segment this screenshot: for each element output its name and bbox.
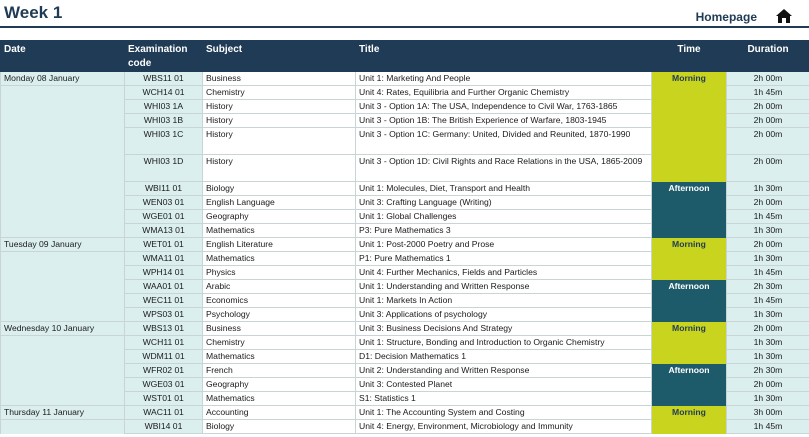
- table-row: [1, 280, 809, 294]
- table-row: [1, 364, 809, 378]
- exam-code-cell: WBS11 01: [125, 72, 203, 86]
- duration-cell: 3h 00m: [727, 406, 809, 420]
- table-row: [1, 336, 809, 350]
- session-cell: [652, 100, 727, 114]
- date-cell: [1, 280, 125, 294]
- column-header-duration: Duration: [727, 41, 809, 72]
- exam-code-cell: WBI14 01: [125, 420, 203, 434]
- exam-code-cell: WET01 01: [125, 238, 203, 252]
- session-cell: [652, 378, 727, 392]
- subject-cell: Geography: [203, 378, 356, 392]
- title-cell: S1: Statistics 1: [356, 392, 652, 406]
- duration-cell: 2h 00m: [727, 155, 809, 182]
- title-cell: Unit 1: Marketing And People: [356, 72, 652, 86]
- subject-cell: Economics: [203, 294, 356, 308]
- date-cell: [1, 266, 125, 280]
- title-cell: Unit 1: Global Challenges: [356, 210, 652, 224]
- exam-code-cell: WPH14 01: [125, 266, 203, 280]
- date-cell: [1, 100, 125, 114]
- duration-cell: 2h 00m: [727, 72, 809, 86]
- table-row: [1, 406, 809, 420]
- duration-cell: 1h 45m: [727, 294, 809, 308]
- date-cell: Thursday 11 January: [1, 406, 125, 420]
- session-cell: Afternoon: [652, 364, 727, 378]
- duration-cell: 1h 45m: [727, 266, 809, 280]
- table-row: [1, 252, 809, 266]
- title-cell: Unit 3 - Option 1A: The USA, Independence to Civil War, 1763-1865: [356, 100, 652, 114]
- date-cell: [1, 224, 125, 238]
- exam-code-cell: WAC11 01: [125, 406, 203, 420]
- exam-code-cell: WEN03 01: [125, 196, 203, 210]
- session-cell: [652, 224, 727, 238]
- session-cell: [652, 196, 727, 210]
- subject-cell: Biology: [203, 420, 356, 434]
- table-row: [1, 182, 809, 196]
- exam-code-cell: WBS13 01: [125, 322, 203, 336]
- table-row: [1, 224, 809, 238]
- session-cell: Afternoon: [652, 182, 727, 196]
- table-row: [1, 114, 809, 128]
- subject-cell: Mathematics: [203, 252, 356, 266]
- title-cell: Unit 3 - Option 1B: The British Experience of Warfare, 1803-1945: [356, 114, 652, 128]
- subject-cell: French: [203, 364, 356, 378]
- title-cell: Unit 1: Post-2000 Poetry and Prose: [356, 238, 652, 252]
- duration-cell: 1h 30m: [727, 252, 809, 266]
- duration-cell: 2h 00m: [727, 322, 809, 336]
- column-header-title: Title: [356, 41, 652, 72]
- subject-cell: Chemistry: [203, 86, 356, 100]
- duration-cell: 2h 00m: [727, 238, 809, 252]
- title-cell: D1: Decision Mathematics 1: [356, 350, 652, 364]
- table-row: [1, 210, 809, 224]
- title-cell: Unit 1: Understanding and Written Response: [356, 280, 652, 294]
- date-cell: Wednesday 10 January: [1, 322, 125, 336]
- subject-cell: Geography: [203, 210, 356, 224]
- column-header-code: Examination code: [125, 41, 203, 72]
- exam-code-cell: WST01 01: [125, 392, 203, 406]
- date-cell: Monday 08 January: [1, 72, 125, 86]
- exam-code-cell: WCH14 01: [125, 86, 203, 100]
- subject-cell: Mathematics: [203, 392, 356, 406]
- duration-cell: 1h 30m: [727, 336, 809, 350]
- session-cell: [652, 420, 727, 434]
- table-row: [1, 128, 809, 155]
- session-cell: Morning: [652, 72, 727, 86]
- subject-cell: Arabic: [203, 280, 356, 294]
- title-cell: Unit 3: Contested Planet: [356, 378, 652, 392]
- date-cell: [1, 182, 125, 196]
- date-cell: [1, 420, 125, 434]
- title-cell: Unit 1: The Accounting System and Costing: [356, 406, 652, 420]
- title-cell: Unit 2: Understanding and Written Response: [356, 364, 652, 378]
- column-header-time: Time: [652, 41, 727, 72]
- session-cell: [652, 336, 727, 350]
- subject-cell: Mathematics: [203, 224, 356, 238]
- date-cell: [1, 336, 125, 350]
- exam-code-cell: WHI03 1D: [125, 155, 203, 182]
- exam-code-cell: WHI03 1B: [125, 114, 203, 128]
- title-cell: Unit 1: Molecules, Diet, Transport and Health: [356, 182, 652, 196]
- date-cell: [1, 294, 125, 308]
- subject-cell: Psychology: [203, 308, 356, 322]
- home-icon[interactable]: [775, 8, 793, 24]
- title-cell: P1: Pure Mathematics 1: [356, 252, 652, 266]
- table-row: [1, 294, 809, 308]
- subject-cell: English Language: [203, 196, 356, 210]
- session-cell: [652, 252, 727, 266]
- exam-code-cell: WHI03 1A: [125, 100, 203, 114]
- session-cell: [652, 294, 727, 308]
- subject-cell: History: [203, 100, 356, 114]
- page-title: Week 1: [4, 3, 63, 22]
- duration-cell: 1h 45m: [727, 210, 809, 224]
- exam-code-cell: WPS03 01: [125, 308, 203, 322]
- subject-cell: Business: [203, 322, 356, 336]
- duration-cell: 2h 00m: [727, 378, 809, 392]
- table-row: [1, 392, 809, 406]
- title-cell: Unit 3 - Option 1C: Germany: United, Divided and Reunited, 1870-1990: [356, 128, 652, 155]
- title-cell: Unit 1: Markets In Action: [356, 294, 652, 308]
- duration-cell: 1h 45m: [727, 86, 809, 100]
- subject-cell: Biology: [203, 182, 356, 196]
- session-cell: [652, 350, 727, 364]
- subject-cell: History: [203, 128, 356, 155]
- table-row: [1, 100, 809, 114]
- date-cell: [1, 252, 125, 266]
- session-cell: [652, 128, 727, 155]
- exam-code-cell: WHI03 1C: [125, 128, 203, 155]
- session-cell: [652, 308, 727, 322]
- duration-cell: 2h 30m: [727, 364, 809, 378]
- session-cell: [652, 114, 727, 128]
- exam-code-cell: WMA11 01: [125, 252, 203, 266]
- duration-cell: 2h 00m: [727, 100, 809, 114]
- subject-cell: Accounting: [203, 406, 356, 420]
- table-header-row: [1, 41, 809, 72]
- exam-code-cell: WGE03 01: [125, 378, 203, 392]
- subject-cell: Business: [203, 72, 356, 86]
- date-cell: [1, 308, 125, 322]
- title-cell: Unit 3: Business Decisions And Strategy: [356, 322, 652, 336]
- date-cell: [1, 364, 125, 378]
- duration-cell: 2h 00m: [727, 196, 809, 210]
- title-cell: Unit 3: Applications of psychology: [356, 308, 652, 322]
- subject-cell: Chemistry: [203, 336, 356, 350]
- title-cell: Unit 4: Further Mechanics, Fields and Particles: [356, 266, 652, 280]
- subject-cell: History: [203, 155, 356, 182]
- session-cell: Morning: [652, 238, 727, 252]
- table-row: [1, 322, 809, 336]
- title-cell: Unit 4: Rates, Equilibria and Further Organic Chemistry: [356, 86, 652, 100]
- date-cell: [1, 86, 125, 100]
- exam-code-cell: WFR02 01: [125, 364, 203, 378]
- duration-cell: 1h 30m: [727, 350, 809, 364]
- session-cell: [652, 86, 727, 100]
- session-cell: Afternoon: [652, 280, 727, 294]
- table-row: [1, 238, 809, 252]
- table-row: [1, 86, 809, 100]
- table-row: [1, 350, 809, 364]
- table-row: [1, 308, 809, 322]
- exam-code-cell: WDM11 01: [125, 350, 203, 364]
- date-cell: [1, 196, 125, 210]
- table-row: [1, 196, 809, 210]
- exam-code-cell: WCH11 01: [125, 336, 203, 350]
- date-cell: [1, 128, 125, 155]
- duration-cell: 2h 00m: [727, 114, 809, 128]
- column-header-subject: Subject: [203, 41, 356, 72]
- subject-cell: History: [203, 114, 356, 128]
- column-header-date: Date: [1, 41, 125, 72]
- session-cell: [652, 155, 727, 182]
- date-cell: [1, 114, 125, 128]
- subject-cell: English Literature: [203, 238, 356, 252]
- date-cell: Tuesday 09 January: [1, 238, 125, 252]
- duration-cell: 2h 00m: [727, 128, 809, 155]
- duration-cell: 1h 30m: [727, 392, 809, 406]
- date-cell: [1, 155, 125, 182]
- date-cell: [1, 392, 125, 406]
- exam-code-cell: WMA13 01: [125, 224, 203, 238]
- session-cell: Morning: [652, 322, 727, 336]
- homepage-link[interactable]: Homepage: [695, 10, 757, 24]
- subject-cell: Physics: [203, 266, 356, 280]
- table-row: [1, 155, 809, 182]
- title-cell: Unit 3 - Option 1D: Civil Rights and Race Relations in the USA, 1865-2009: [356, 155, 652, 182]
- header-bar: [0, 0, 809, 28]
- duration-cell: 1h 30m: [727, 182, 809, 196]
- exam-code-cell: WAA01 01: [125, 280, 203, 294]
- exam-code-cell: WBI11 01: [125, 182, 203, 196]
- table-row: [1, 266, 809, 280]
- table-row: [1, 420, 809, 434]
- date-cell: [1, 210, 125, 224]
- title-cell: Unit 3: Crafting Language (Writing): [356, 196, 652, 210]
- session-cell: [652, 266, 727, 280]
- exam-code-cell: WGE01 01: [125, 210, 203, 224]
- session-cell: [652, 210, 727, 224]
- table-row: [1, 378, 809, 392]
- exam-code-cell: WEC11 01: [125, 294, 203, 308]
- date-cell: [1, 378, 125, 392]
- session-cell: [652, 392, 727, 406]
- title-cell: Unit 4: Energy, Environment, Microbiology and Immunity: [356, 420, 652, 434]
- duration-cell: 1h 30m: [727, 224, 809, 238]
- exam-timetable: [0, 40, 809, 434]
- duration-cell: 1h 45m: [727, 420, 809, 434]
- date-cell: [1, 350, 125, 364]
- duration-cell: 2h 30m: [727, 280, 809, 294]
- table-row: [1, 72, 809, 86]
- title-cell: Unit 1: Structure, Bonding and Introduction to Organic Chemistry: [356, 336, 652, 350]
- title-cell: P3: Pure Mathematics 3: [356, 224, 652, 238]
- duration-cell: 1h 30m: [727, 308, 809, 322]
- subject-cell: Mathematics: [203, 350, 356, 364]
- session-cell: Morning: [652, 406, 727, 420]
